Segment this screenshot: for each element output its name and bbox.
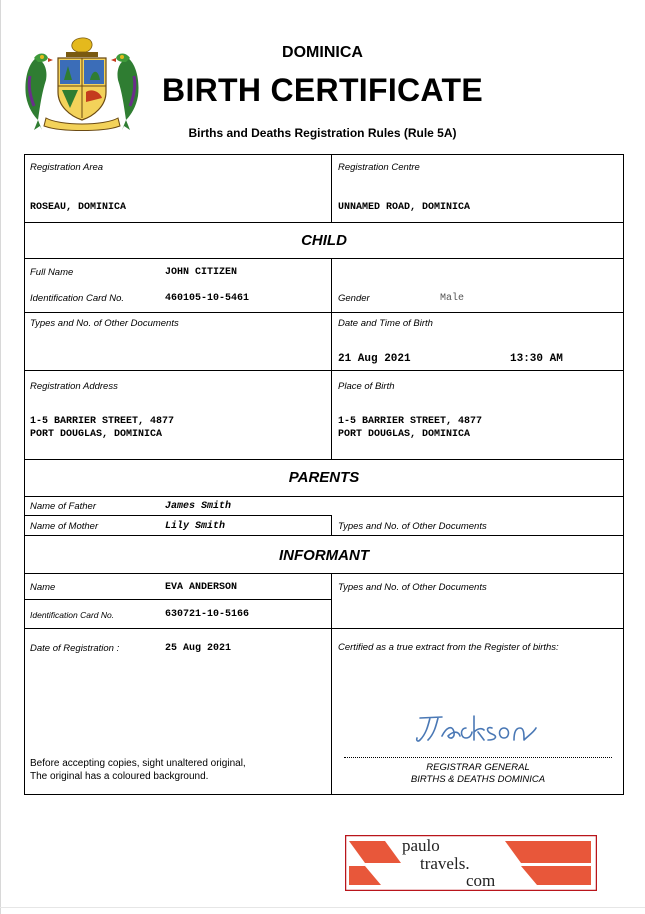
column-divider — [331, 515, 332, 535]
gender-label: Gender — [338, 293, 370, 304]
informant-id-value: 630721-10-5166 — [165, 609, 250, 620]
date-of-registration-value: 25 Aug 2021 — [165, 643, 232, 654]
place-of-birth-line2: PORT DOUGLAS, DOMINICA — [338, 429, 471, 440]
divider — [24, 258, 624, 259]
document-title: BIRTH CERTIFICATE — [162, 72, 483, 108]
date-of-birth-value: 21 Aug 2021 — [338, 353, 411, 365]
divider — [24, 599, 332, 600]
registrar-signature — [412, 708, 542, 746]
child-full-name-value: JOHN CITIZEN — [165, 267, 238, 278]
divider — [24, 222, 624, 223]
page-bottom-edge — [0, 907, 645, 908]
copy-note-line2: The original has a coloured background. — [30, 771, 209, 782]
informant-section-title: INFORMANT — [279, 547, 369, 564]
gender-value: Male — [440, 293, 465, 304]
child-full-name-label: Full Name — [30, 267, 74, 278]
place-of-birth-label: Place of Birth — [338, 381, 395, 392]
divider — [24, 573, 624, 574]
signature-line — [344, 757, 612, 758]
child-other-documents-label: Types and No. of Other Documents — [30, 318, 179, 329]
parents-section-title: PARENTS — [288, 469, 360, 486]
column-divider — [331, 258, 332, 459]
divider — [24, 370, 624, 371]
informant-id-label: Identification Card No. — [30, 610, 115, 620]
child-section-title: CHILD — [301, 232, 347, 249]
registration-centre-label: Registration Centre — [338, 162, 420, 173]
copy-note-line1: Before accepting copies, sight unaltered original, — [30, 758, 246, 769]
divider — [24, 628, 624, 629]
date-of-registration-label: Date of Registration : — [30, 643, 120, 654]
registration-address-line1: 1-5 BARRIER STREET, 4877 — [30, 416, 175, 427]
registration-address-label: Registration Address — [30, 381, 118, 392]
mother-name-value: Lily Smith — [165, 521, 226, 532]
registration-centre-value: UNNAMED ROAD, DOMINICA — [338, 202, 471, 213]
rules-subtitle: Births and Deaths Registration Rules (Rule 5A) — [188, 126, 457, 140]
registration-area-value: ROSEAU, DOMINICA — [30, 202, 127, 213]
father-name-value: James Smith — [165, 501, 232, 512]
registrar-title-line1: REGISTRAR GENERAL — [426, 762, 530, 773]
father-name-label: Name of Father — [30, 501, 96, 512]
informant-name-label: Name — [30, 582, 56, 593]
registrar-title-line2: BIRTHS & DEATHS DOMINICA — [410, 774, 546, 785]
informant-name-value: EVA ANDERSON — [165, 582, 238, 593]
informant-other-documents-label: Types and No. of Other Documents — [338, 582, 487, 593]
registration-area-label: Registration Area — [30, 162, 104, 173]
logo-line1: paulo — [402, 836, 440, 855]
child-id-value: 460105-10-5461 — [165, 293, 250, 304]
column-divider — [331, 154, 332, 222]
country-name: DOMINICA — [282, 44, 363, 61]
registration-address-line2: PORT DOUGLAS, DOMINICA — [30, 429, 163, 440]
time-of-birth-value: 13:30 AM — [510, 353, 563, 365]
divider — [24, 535, 624, 536]
place-of-birth-line1: 1-5 BARRIER STREET, 4877 — [338, 416, 483, 427]
divider — [24, 515, 332, 516]
certified-label: Certified as a true extract from the Register of births: — [338, 642, 559, 653]
logo-line2: travels. — [420, 854, 470, 873]
parents-other-documents-label: Types and No. of Other Documents — [338, 521, 487, 532]
divider — [24, 312, 624, 313]
logo-line3: com — [466, 871, 496, 890]
date-time-of-birth-label: Date and Time of Birth — [338, 318, 433, 329]
mother-name-label: Name of Mother — [30, 521, 99, 532]
child-id-label: Identification Card No. — [30, 293, 124, 304]
divider — [24, 459, 624, 460]
divider — [24, 496, 624, 497]
